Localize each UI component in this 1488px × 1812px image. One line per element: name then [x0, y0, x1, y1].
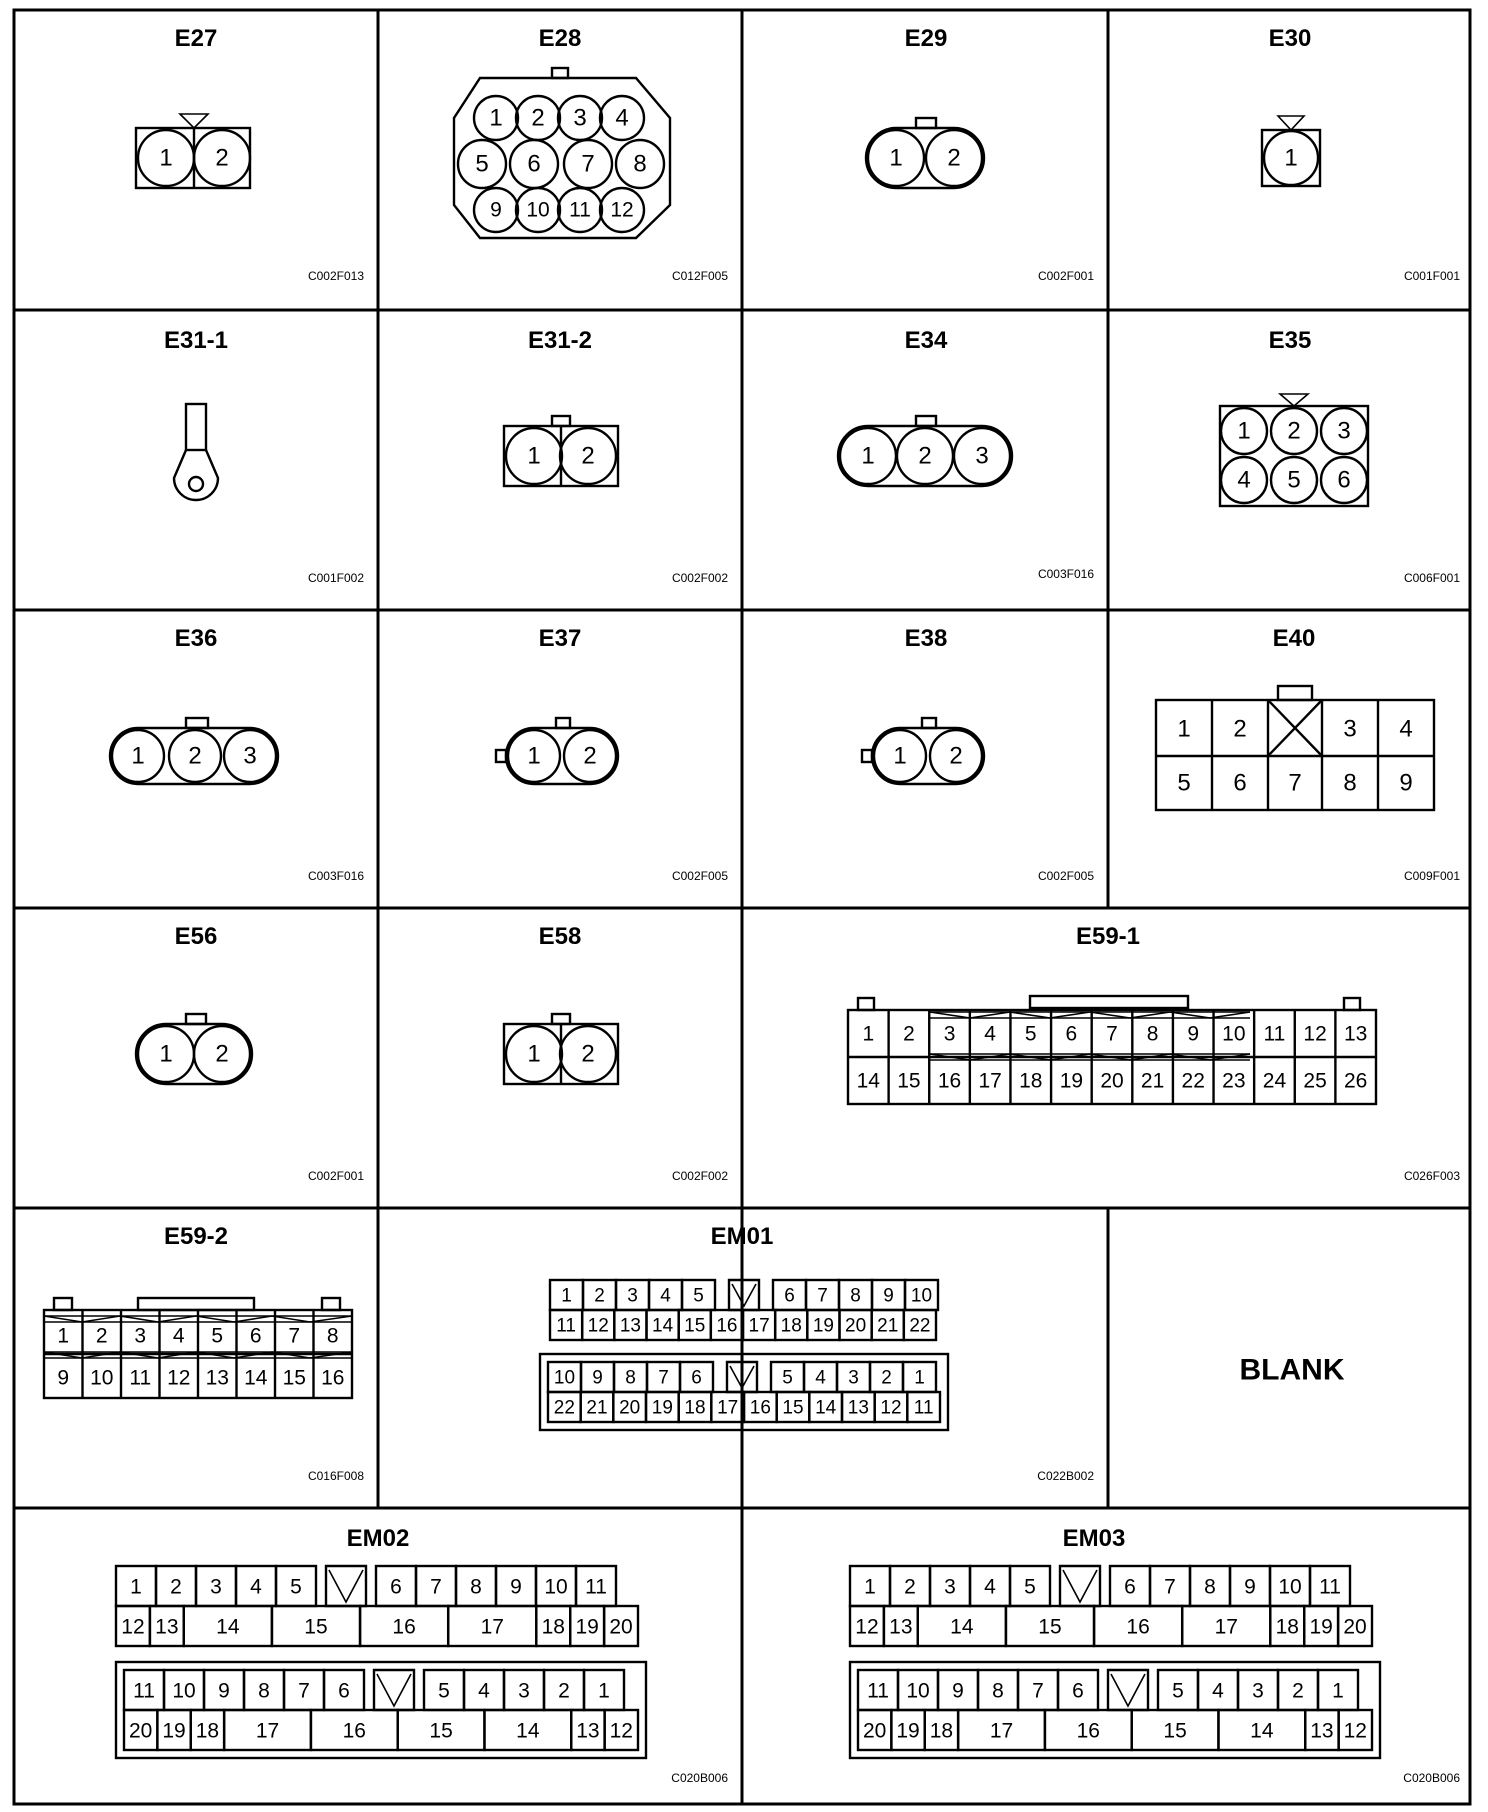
pin-label: 18 — [1275, 1615, 1299, 1639]
connector-e59-2 — [44, 1223, 364, 1483]
pin-label: 19 — [896, 1719, 920, 1743]
pin-label: 5 — [1024, 1575, 1036, 1599]
pin-label: 4 — [984, 1575, 996, 1599]
pin-label: 2 — [531, 104, 545, 132]
pin-label: 9 — [490, 198, 502, 222]
pin-label: 11 — [569, 198, 591, 222]
pin-label: 1 — [159, 144, 173, 172]
connector-title: E59-1 — [1075, 923, 1141, 950]
part-code: C001F001 — [1403, 269, 1460, 283]
connector-title: E28 — [538, 25, 582, 52]
blank-cell — [1240, 1354, 1345, 1387]
pin-label: 1 — [1237, 417, 1251, 445]
pin-label: 5 — [1287, 466, 1301, 494]
connector-e27-body — [136, 114, 250, 188]
pin-label: 5 — [782, 1367, 793, 1389]
connector-e29-body — [866, 118, 984, 188]
pin-label: 20 — [1100, 1069, 1124, 1093]
pin-label: 17 — [748, 1315, 770, 1337]
pin-label: 19 — [162, 1719, 186, 1743]
pin-label: 16 — [749, 1397, 771, 1419]
pin-label: 19 — [651, 1397, 673, 1419]
pin-label: 15 — [1163, 1719, 1187, 1743]
pin-label: 12 — [880, 1397, 902, 1419]
pin-label: 3 — [848, 1367, 859, 1389]
pin-label: 6 — [784, 1285, 795, 1307]
pin-label: 6 — [338, 1679, 350, 1703]
pin-label: 7 — [1164, 1575, 1176, 1599]
connector-e31-1 — [164, 327, 364, 585]
connector-em02 — [116, 1525, 728, 1785]
pin-label: 3 — [1252, 1679, 1264, 1703]
pin-label: 3 — [627, 1285, 638, 1307]
pin-label: 5 — [211, 1324, 224, 1348]
pin-label: 11 — [1263, 1022, 1286, 1046]
connector-e30 — [1262, 25, 1460, 283]
pin-label: 8 — [850, 1285, 861, 1307]
pin-label: 12 — [121, 1615, 145, 1639]
pin-label: 16 — [321, 1366, 345, 1390]
part-code: C002F001 — [307, 1169, 364, 1183]
pin-label: 2 — [170, 1575, 182, 1599]
pin-label: 2 — [903, 1022, 915, 1046]
pin-label: 2 — [594, 1285, 605, 1307]
pin-label: 9 — [592, 1367, 603, 1389]
pin-label: 3 — [1337, 417, 1351, 445]
pin-label: 18 — [195, 1719, 220, 1743]
pin-label: 10 — [553, 1367, 576, 1389]
pin-label: 3 — [573, 104, 587, 132]
pin-label: 11 — [867, 1679, 889, 1703]
connector-em03 — [850, 1525, 1460, 1785]
pin-label: 19 — [1059, 1069, 1084, 1093]
pin-label: 18 — [684, 1397, 706, 1419]
connector-title: E40 — [1272, 625, 1316, 652]
pin-label: 9 — [218, 1679, 230, 1703]
pin-label: 9 — [883, 1285, 894, 1307]
pin-label: 20 — [1343, 1615, 1367, 1639]
connector-e38 — [862, 625, 1094, 883]
pin-label: 13 — [1344, 1022, 1368, 1046]
pin-label: 20 — [845, 1315, 867, 1337]
pin-label: 2 — [904, 1575, 916, 1599]
pin-label: 2 — [558, 1679, 570, 1703]
pin-label: 19 — [1309, 1615, 1333, 1639]
pin-label: 17 — [480, 1615, 504, 1639]
pin-label: 1 — [489, 104, 503, 132]
pin-label: 7 — [1106, 1022, 1118, 1046]
part-code: C001F002 — [307, 571, 364, 585]
pin-label: 23 — [1222, 1069, 1246, 1093]
pin-label: 7 — [1288, 769, 1302, 797]
grid-lines — [14, 10, 1470, 1804]
pin-label: 11 — [129, 1366, 152, 1390]
pin-label: 9 — [57, 1366, 70, 1390]
pin-label: 3 — [210, 1575, 222, 1599]
pin-label: 8 — [625, 1367, 636, 1389]
pin-label: 7 — [288, 1324, 301, 1348]
pin-label: 11 — [556, 1315, 576, 1337]
pin-label: 25 — [1303, 1069, 1327, 1093]
pin-label: 3 — [134, 1324, 147, 1348]
connector-e40 — [1156, 625, 1460, 883]
connector-e56 — [136, 923, 364, 1183]
connector-e37-body — [496, 718, 618, 784]
pin-label: 14 — [216, 1615, 240, 1639]
pin-label: 10 — [906, 1679, 930, 1703]
pin-label: 5 — [438, 1679, 450, 1703]
pin-label: 13 — [576, 1719, 600, 1743]
part-code: C002F005 — [1037, 869, 1094, 883]
pin-label: 1 — [893, 742, 907, 770]
pin-label: 17 — [1214, 1615, 1238, 1639]
pin-label: 15 — [897, 1069, 921, 1093]
pin-label: 4 — [660, 1285, 671, 1307]
connector-e58-body — [504, 1014, 618, 1084]
pin-label: 5 — [290, 1575, 302, 1599]
pin-label: 6 — [1065, 1022, 1078, 1046]
pin-label: 6 — [1337, 466, 1351, 494]
pin-label: 5 — [693, 1285, 704, 1307]
pin-label: 1 — [1284, 144, 1298, 172]
pin-label: 6 — [249, 1324, 262, 1348]
pin-label: 1 — [561, 1285, 572, 1307]
pin-label: 2 — [581, 442, 595, 470]
connector-title: E36 — [174, 625, 218, 652]
connector-title: E31-2 — [527, 327, 593, 354]
pin-label: 1 — [130, 1575, 142, 1599]
ring-terminal-icon — [174, 404, 218, 500]
pin-label: 13 — [1310, 1719, 1334, 1743]
pin-label: 10 — [1278, 1575, 1302, 1599]
pin-label: 20 — [129, 1719, 153, 1743]
pin-label: 17 — [989, 1719, 1014, 1743]
part-code: C003F016 — [1037, 567, 1094, 581]
pin-label: 9 — [1244, 1575, 1256, 1599]
pin-label: 7 — [817, 1285, 828, 1307]
part-code: C020B006 — [1403, 1771, 1460, 1785]
connector-e31-2 — [504, 327, 728, 585]
connector-title: E34 — [904, 327, 948, 354]
pin-label: 2 — [583, 742, 597, 770]
pin-label: 9 — [1187, 1022, 1200, 1046]
pin-label: 16 — [1076, 1719, 1100, 1743]
pin-label: 2 — [95, 1324, 108, 1348]
connector-e28 — [454, 25, 728, 283]
pin-label: 8 — [992, 1679, 1004, 1703]
pin-label: 2 — [1287, 417, 1301, 445]
connector-title: E27 — [174, 25, 218, 52]
connector-e38-body — [862, 718, 984, 784]
pin-label: 7 — [1032, 1679, 1044, 1703]
pin-label: 6 — [527, 150, 541, 178]
pin-label: 15 — [1038, 1615, 1062, 1639]
pin-label: 14 — [856, 1069, 880, 1093]
pin-label: 15 — [684, 1315, 706, 1337]
pin-label: 12 — [609, 1719, 633, 1743]
pin-label: 7 — [658, 1367, 669, 1389]
connector-title: E38 — [904, 625, 948, 652]
pin-label: 13 — [205, 1366, 229, 1390]
pin-label: 22 — [1181, 1069, 1205, 1093]
connector-title: EM01 — [710, 1223, 774, 1250]
pin-label: 4 — [1212, 1679, 1224, 1703]
pin-label: 6 — [1124, 1575, 1136, 1599]
pin-label: 12 — [587, 1315, 609, 1337]
pin-label: 14 — [244, 1366, 268, 1390]
pin-label: 26 — [1344, 1069, 1368, 1093]
pin-label: 2 — [188, 742, 202, 770]
pin-label: 21 — [877, 1315, 899, 1337]
pin-label: 8 — [1146, 1022, 1159, 1046]
pin-label: 3 — [1343, 715, 1357, 743]
pin-label: 2 — [1233, 715, 1247, 743]
part-code: C016F008 — [307, 1469, 364, 1483]
pin-label: 11 — [133, 1679, 155, 1703]
pin-label: 4 — [1237, 466, 1251, 494]
part-code: C002F002 — [671, 1169, 728, 1183]
connector-title: E56 — [174, 923, 218, 950]
part-code: C002F002 — [671, 571, 728, 585]
pin-label: 14 — [652, 1315, 674, 1337]
pin-label: 20 — [863, 1719, 887, 1743]
pin-label: 8 — [326, 1324, 339, 1348]
pin-label: 1 — [1177, 715, 1191, 743]
pin-label: 4 — [250, 1575, 262, 1599]
pin-label: 9 — [1399, 769, 1413, 797]
pin-label: 2 — [947, 144, 961, 172]
pin-label: 1 — [527, 742, 541, 770]
pin-label: 2 — [581, 1040, 595, 1068]
pin-label: 4 — [984, 1022, 996, 1046]
pin-label: 14 — [815, 1397, 837, 1419]
part-code: C002F013 — [307, 269, 364, 283]
pin-label: 1 — [889, 144, 903, 172]
pin-label: 10 — [910, 1285, 933, 1307]
pin-label: 1 — [527, 1040, 541, 1068]
blank-label: BLANK — [1239, 1353, 1345, 1387]
pin-label: 13 — [847, 1397, 869, 1419]
pin-label: 17 — [255, 1719, 280, 1743]
pin-label: 10 — [544, 1575, 568, 1599]
pin-label: 1 — [598, 1679, 610, 1703]
pin-label: 3 — [975, 442, 989, 470]
connector-title: E30 — [1268, 25, 1312, 52]
pin-label: 8 — [470, 1575, 482, 1599]
connector-title: E31-1 — [163, 327, 229, 354]
pin-label: 18 — [780, 1315, 802, 1337]
pin-label: 2 — [881, 1367, 892, 1389]
pin-label: 5 — [1172, 1679, 1184, 1703]
pin-label: 4 — [478, 1679, 490, 1703]
pin-label: 7 — [581, 150, 595, 178]
pin-label: 14 — [1250, 1719, 1274, 1743]
connector-e59-1 — [848, 923, 1460, 1183]
pin-label: 7 — [430, 1575, 442, 1599]
pin-label: 10 — [526, 198, 550, 222]
connector-e36 — [110, 625, 364, 883]
connector-title: EM03 — [1062, 1525, 1126, 1552]
pin-label: 11 — [585, 1575, 607, 1599]
pin-label: 4 — [815, 1367, 826, 1389]
pin-label: 16 — [392, 1615, 416, 1639]
pin-label: 21 — [1140, 1069, 1165, 1093]
pin-label: 2 — [215, 1040, 229, 1068]
pin-label: 16 — [342, 1719, 366, 1743]
pin-label: 9 — [952, 1679, 964, 1703]
pin-label: 18 — [1019, 1069, 1043, 1093]
pin-label: 3 — [944, 1575, 956, 1599]
pin-label: 22 — [553, 1397, 575, 1419]
pin-label: 1 — [864, 1575, 876, 1599]
pin-label: 4 — [615, 104, 629, 132]
connector-e35 — [1220, 327, 1460, 585]
pin-label: 5 — [475, 150, 489, 178]
pin-label: 1 — [131, 742, 145, 770]
pin-label: 5 — [1177, 769, 1191, 797]
connector-title: E35 — [1268, 327, 1312, 354]
pin-label: 6 — [390, 1575, 402, 1599]
pin-label: 1 — [57, 1324, 70, 1348]
part-code: C006F001 — [1403, 571, 1460, 585]
pin-label: 1 — [159, 1040, 173, 1068]
pin-label: 19 — [812, 1315, 834, 1337]
pin-label: 8 — [1204, 1575, 1216, 1599]
connector-e29 — [866, 25, 1094, 283]
connector-title: E58 — [538, 923, 582, 950]
pin-label: 16 — [716, 1315, 738, 1337]
pin-label: 2 — [949, 742, 963, 770]
part-code: C020B006 — [671, 1771, 728, 1785]
pin-label: 13 — [889, 1615, 913, 1639]
pin-label: 17 — [717, 1397, 739, 1419]
pin-label: 7 — [298, 1679, 310, 1703]
part-code: C002F005 — [671, 869, 728, 883]
pin-label: 1 — [914, 1367, 925, 1389]
connector-title: E59-2 — [163, 1223, 229, 1250]
pin-label: 12 — [1343, 1719, 1367, 1743]
pin-label: 5 — [1024, 1022, 1037, 1046]
pin-label: 8 — [633, 150, 647, 178]
pin-label: 12 — [855, 1615, 879, 1639]
pin-label: 1 — [1332, 1679, 1344, 1703]
part-code: C012F005 — [671, 269, 728, 283]
pin-label: 16 — [1126, 1615, 1150, 1639]
part-code: C003F016 — [307, 869, 364, 883]
pin-label: 1 — [861, 442, 875, 470]
pin-label: 14 — [516, 1719, 540, 1743]
pin-label: 13 — [619, 1315, 641, 1337]
pin-label: 15 — [782, 1397, 804, 1419]
pin-label: 3 — [518, 1679, 530, 1703]
pin-label: 12 — [167, 1366, 191, 1390]
pin-label: 6 — [1072, 1679, 1084, 1703]
pin-label: 1 — [862, 1022, 875, 1046]
pin-label: 11 — [1319, 1575, 1341, 1599]
part-code: C002F001 — [1037, 269, 1094, 283]
part-code: C009F001 — [1403, 869, 1460, 883]
pin-label: 12 — [610, 198, 634, 222]
connector-e37 — [496, 625, 728, 883]
connector-em01 — [540, 1223, 1094, 1483]
pin-label: 8 — [258, 1679, 270, 1703]
pin-label: 8 — [1343, 769, 1357, 797]
pin-label: 2 — [1292, 1679, 1304, 1703]
connector-e27 — [136, 25, 364, 283]
connector-e34 — [838, 327, 1094, 581]
pin-label: 18 — [929, 1719, 954, 1743]
pin-label: 24 — [1262, 1069, 1287, 1093]
connector-title: E29 — [904, 25, 948, 52]
pin-label: 4 — [172, 1324, 185, 1348]
pin-label: 12 — [1303, 1022, 1327, 1046]
pin-label: 13 — [155, 1615, 179, 1639]
connector-title: E37 — [538, 625, 582, 652]
pin-label: 10 — [172, 1679, 196, 1703]
connector-e58 — [504, 923, 728, 1183]
pin-label: 17 — [978, 1069, 1002, 1093]
pin-label: 10 — [90, 1366, 114, 1390]
pin-label: 14 — [950, 1615, 974, 1639]
pin-label: 4 — [1399, 715, 1413, 743]
connector-e56-body — [136, 1014, 252, 1084]
pin-label: 1 — [527, 442, 541, 470]
connector-e31-2-body — [504, 416, 618, 486]
pin-label: 11 — [913, 1397, 934, 1419]
pin-label: 16 — [937, 1069, 962, 1093]
pin-label: 21 — [586, 1397, 608, 1419]
connector-title: EM02 — [346, 1525, 410, 1552]
pin-label: 2 — [215, 144, 229, 172]
pin-label: 22 — [909, 1315, 931, 1337]
pin-label: 20 — [609, 1615, 633, 1639]
pin-label: 3 — [243, 742, 257, 770]
pin-label: 15 — [282, 1366, 306, 1390]
pin-label: 6 — [1233, 769, 1247, 797]
pin-label: 2 — [918, 442, 932, 470]
pin-label: 19 — [575, 1615, 599, 1639]
pin-label: 15 — [304, 1615, 328, 1639]
pin-label: 18 — [541, 1615, 565, 1639]
part-code: C022B002 — [1037, 1469, 1094, 1483]
pin-label: 3 — [943, 1022, 956, 1046]
pin-label: 10 — [1222, 1022, 1246, 1046]
pin-label: 20 — [619, 1397, 641, 1419]
pin-label: 15 — [429, 1719, 453, 1743]
pin-label: 9 — [510, 1575, 522, 1599]
part-code: C026F003 — [1403, 1169, 1460, 1183]
pin-label: 6 — [691, 1367, 702, 1389]
